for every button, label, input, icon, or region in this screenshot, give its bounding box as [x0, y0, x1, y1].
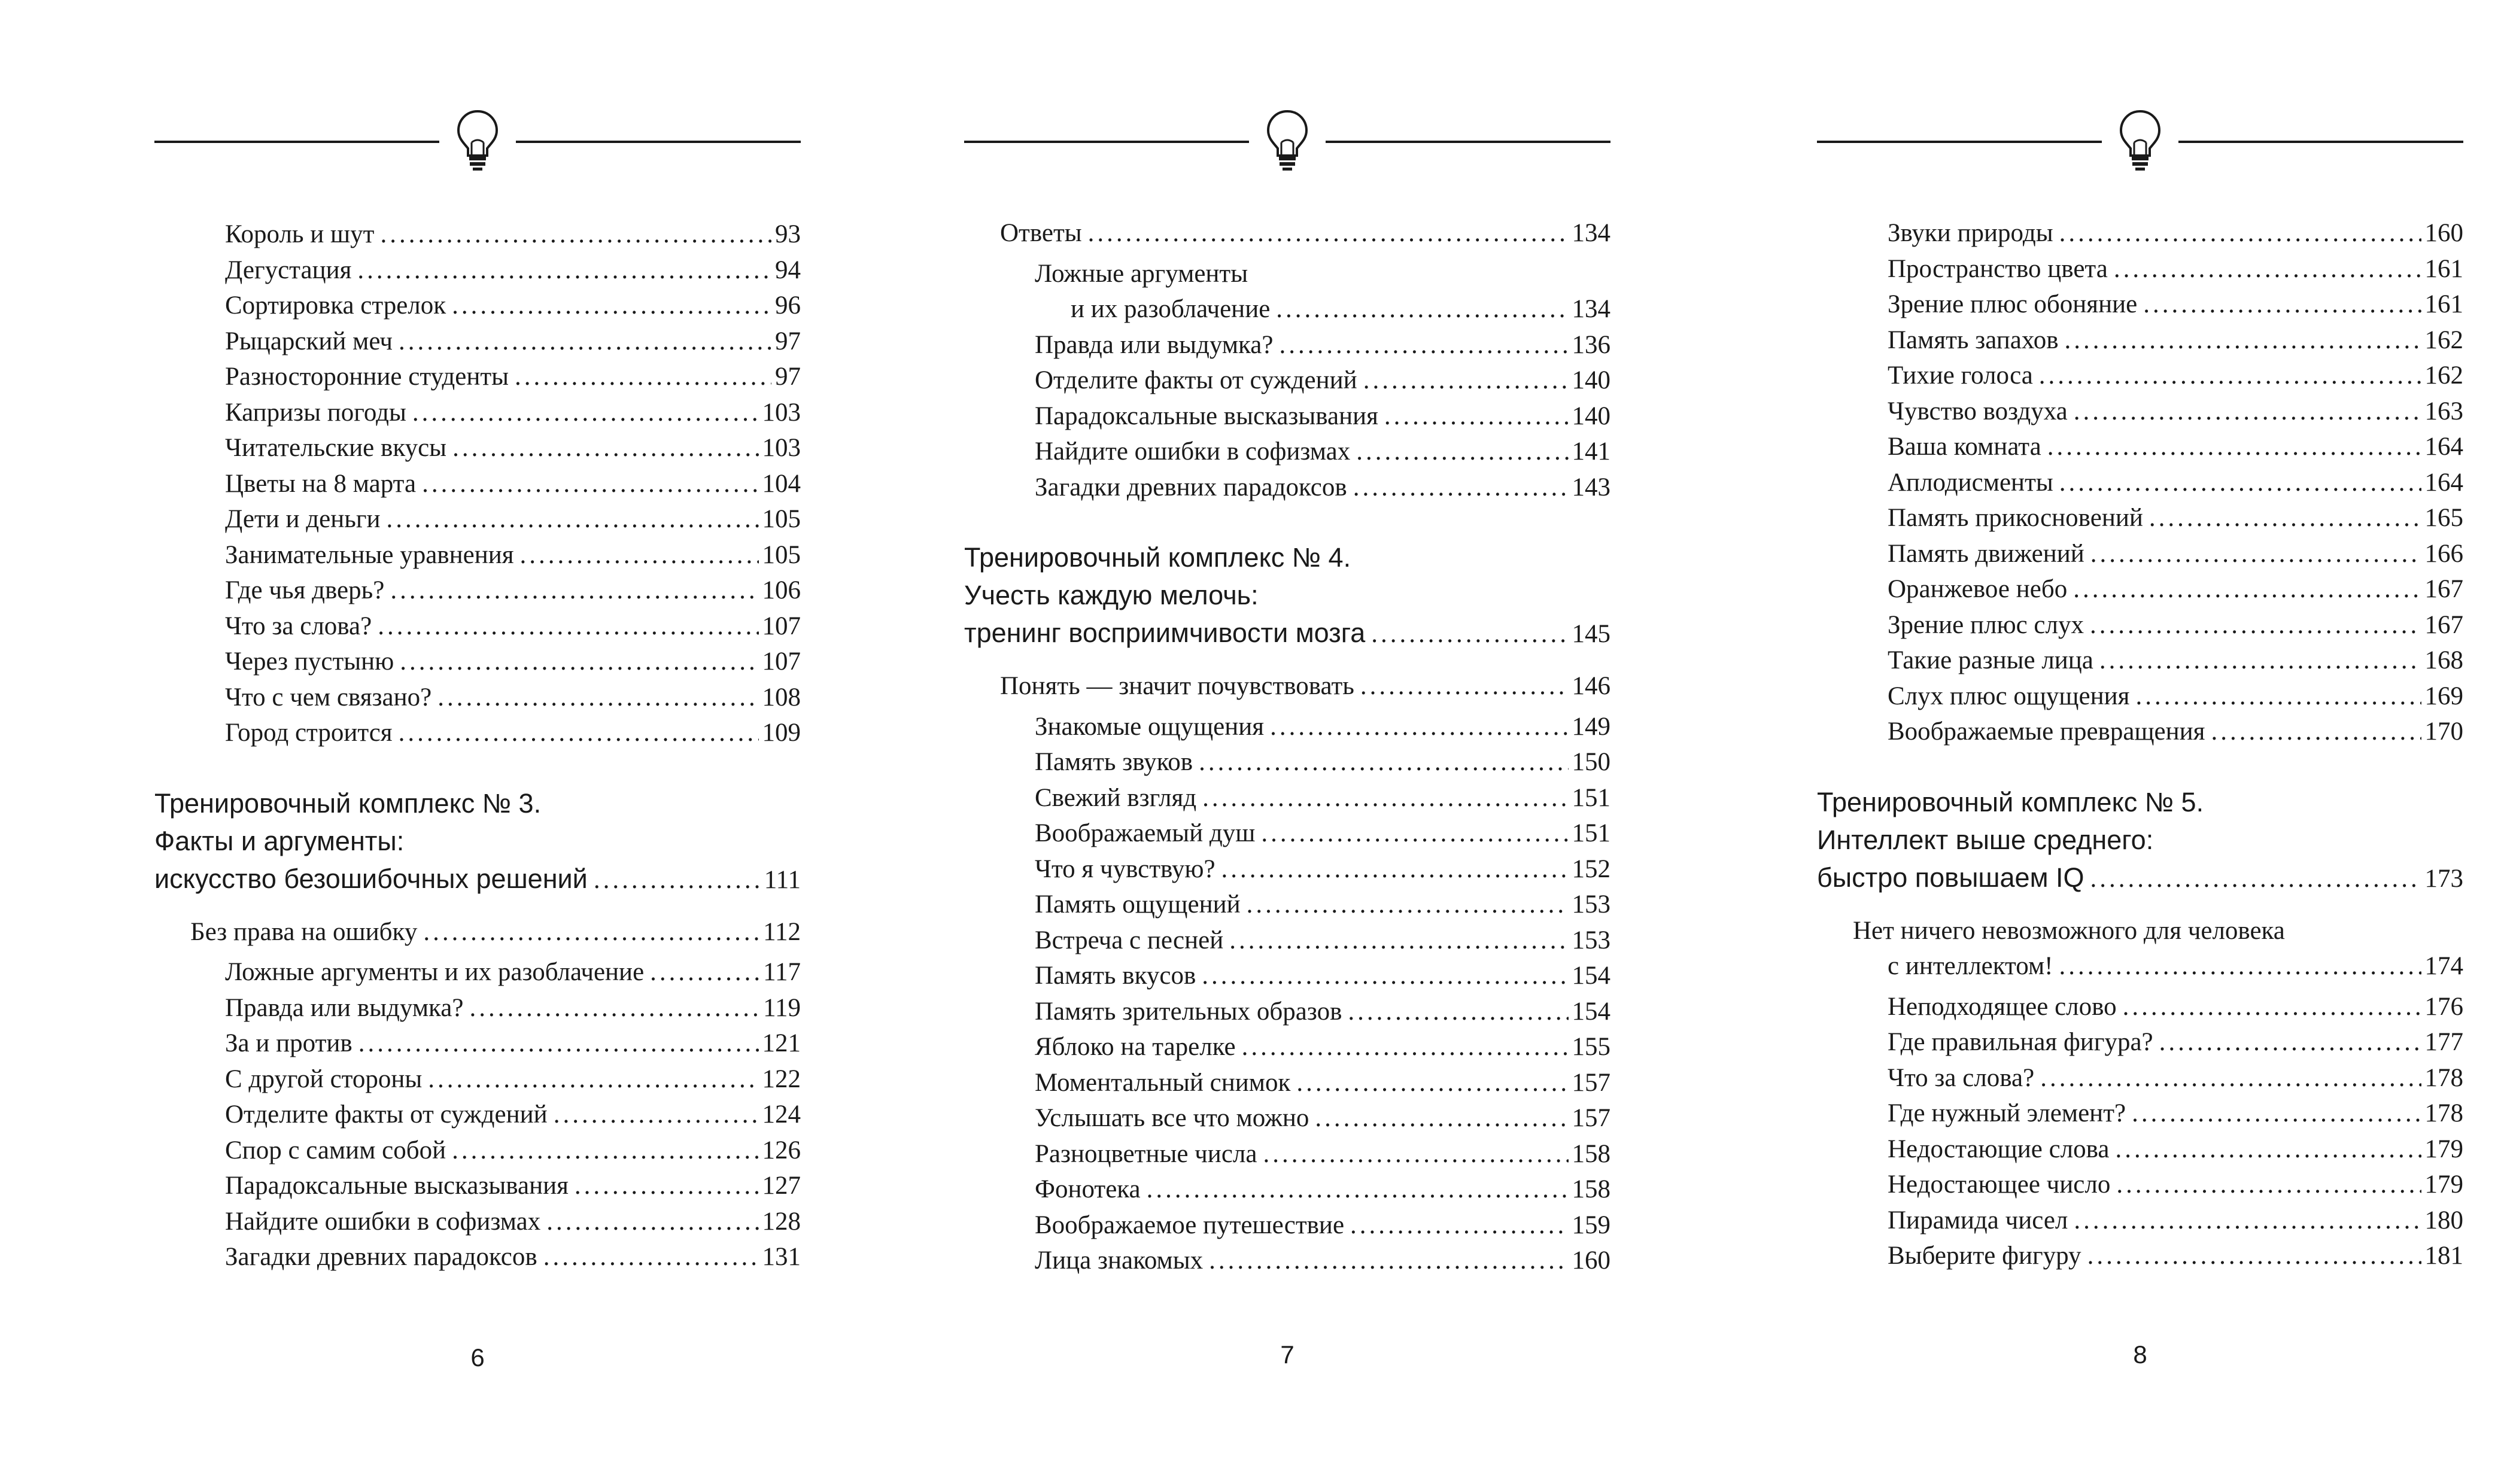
dot-leader	[575, 1168, 759, 1204]
dot-leader	[423, 914, 759, 950]
dot-leader	[650, 954, 759, 990]
toc-entry[interactable]: Память вкусов ..... 154	[964, 958, 1610, 994]
dot-leader	[1088, 215, 1569, 251]
toc-entry[interactable]: тренинг восприимчивости мозга ..... 145	[964, 614, 1610, 653]
toc-entry[interactable]: Правда или выдумка? ..... 119	[154, 990, 801, 1026]
dot-leader	[2135, 679, 2421, 714]
dot-leader	[2040, 1060, 2421, 1096]
page-header	[964, 108, 1610, 180]
dot-leader	[1247, 887, 1569, 923]
toc-entry[interactable]: Встреча с песней ..... 153	[964, 923, 1610, 959]
toc-entry[interactable]: и их разоблачение ..... 134	[964, 291, 1610, 327]
toc-entry[interactable]: Выберите фигуру ..... 181	[1817, 1238, 2463, 1274]
toc-entry[interactable]: Чувство воздуха ..... 163	[1817, 394, 2463, 430]
toc-entry[interactable]: Память прикосновений ..... 165	[1817, 500, 2463, 536]
toc-entry[interactable]: Дегустация ..... 94	[154, 253, 801, 288]
dot-leader	[452, 430, 758, 466]
dot-leader	[1263, 1136, 1568, 1172]
toc-entry[interactable]: Ваша комната ..... 164	[1817, 429, 2463, 465]
dot-leader	[2073, 571, 2421, 607]
toc-entry[interactable]: Парадоксальные высказывания ..... 140	[964, 399, 1610, 434]
toc-entry[interactable]: Что я чувствую? ..... 152	[964, 852, 1610, 887]
dot-leader	[2149, 500, 2421, 536]
toc-entry[interactable]: Спор с самим собой ..... 126	[154, 1133, 801, 1169]
dot-leader	[2143, 287, 2421, 323]
toc-entry[interactable]: Где правильная фигура? ..... 177	[1817, 1024, 2463, 1060]
dot-leader	[452, 288, 771, 324]
toc-entry[interactable]: Найдите ошибки в софизмах ..... 141	[964, 434, 1610, 470]
toc-entry[interactable]: Зрение плюс обоняние ..... 161	[1817, 287, 2463, 323]
toc-entry[interactable]: Память движений ..... 166	[1817, 536, 2463, 572]
lightbulb-icon	[454, 108, 502, 174]
dot-leader	[2099, 643, 2421, 679]
dot-leader	[1209, 1243, 1568, 1279]
toc-entry[interactable]: Недостающее число ..... 179	[1817, 1167, 2463, 1203]
dot-leader	[1348, 994, 1568, 1030]
toc-entry[interactable]: Разноцветные числа ..... 158	[964, 1136, 1610, 1172]
toc-entry[interactable]: Что за слова? ..... 107	[154, 609, 801, 644]
section-heading: Тренировочный комплекс № 4. Учесть каждую мелочь: тренинг восприимчивости мозга ..... 145	[964, 539, 1610, 653]
dot-leader	[437, 680, 758, 716]
dot-leader	[2115, 1132, 2421, 1167]
dot-leader	[428, 1062, 758, 1097]
dot-leader	[554, 1097, 759, 1133]
toc-entry[interactable]: Зрение плюс слух ..... 167	[1817, 607, 2463, 643]
dot-leader	[387, 501, 759, 537]
toc-entry[interactable]: Найдите ошибки в софизмах ..... 128	[154, 1204, 801, 1240]
dot-leader	[1147, 1172, 1569, 1208]
lightbulb-icon	[2116, 108, 2164, 174]
dot-leader	[357, 253, 771, 288]
toc-entry[interactable]: Слух плюс ощущения ..... 169	[1817, 679, 2463, 714]
header-rule-left	[154, 141, 439, 143]
toc-entry[interactable]: Город строится ..... 109	[154, 715, 801, 751]
toc-entry[interactable]: Моментальный снимок ..... 157	[964, 1065, 1610, 1101]
toc-entry[interactable]: Услышать все что можно ..... 157	[964, 1100, 1610, 1136]
toc-entry[interactable]: искусство безошибочных решений ..... 111	[154, 860, 801, 899]
dot-leader	[1371, 615, 1568, 653]
page-number: 6	[470, 1343, 485, 1372]
toc-entry[interactable]: Оранжевое небо ..... 167	[1817, 571, 2463, 607]
toc-entry[interactable]: Рыцарский меч ..... 97	[154, 324, 801, 360]
dot-leader	[2059, 465, 2421, 501]
dot-leader	[400, 644, 758, 680]
toc-entry[interactable]: быстро повышаем IQ ..... 173	[1817, 859, 2463, 898]
toc-subsection[interactable]: Без права на ошибку ..... 112	[154, 914, 801, 950]
dot-leader	[378, 609, 758, 644]
dot-leader	[452, 1133, 758, 1169]
dot-leader	[1202, 958, 1568, 994]
toc-entry[interactable]: Звуки природы ..... 160	[1817, 215, 2463, 251]
dot-leader	[399, 715, 759, 751]
dot-leader	[1363, 363, 1569, 399]
toc-entry[interactable]: Ложные аргументы и их разоблачение ..... 117	[154, 954, 801, 990]
dot-leader	[515, 359, 771, 395]
toc-page-8	[1817, 0, 2463, 1484]
toc-entry[interactable]: Капризы погоды ..... 103	[154, 395, 801, 431]
dot-leader	[380, 217, 771, 253]
dot-leader	[2159, 1024, 2421, 1060]
header-rule-left	[964, 141, 1249, 143]
dot-leader	[1296, 1065, 1568, 1101]
toc-entry[interactable]: Воображаемый душ ..... 151	[964, 816, 1610, 852]
header-rule-right	[1326, 141, 1610, 143]
dot-leader	[2059, 948, 2421, 984]
toc-entry[interactable]: Король и шут ..... 93	[154, 217, 801, 253]
toc-entry[interactable]: Память ощущений ..... 153	[964, 887, 1610, 923]
page-number: 7	[1280, 1340, 1294, 1369]
toc-entry[interactable]: С другой стороны ..... 122	[154, 1062, 801, 1097]
toc-entry[interactable]: Загадки древних парадоксов ..... 131	[154, 1239, 801, 1275]
toc-entry[interactable]: Парадоксальные высказывания ..... 127	[154, 1168, 801, 1204]
dot-leader	[1350, 1208, 1568, 1243]
dot-leader	[2074, 1203, 2421, 1239]
toc-entry[interactable]: Что с чем связано? ..... 108	[154, 680, 801, 716]
dot-leader	[2090, 860, 2421, 898]
toc-entry[interactable]: Фонотека ..... 158	[964, 1172, 1610, 1208]
dot-leader	[1199, 744, 1568, 780]
toc-list	[154, 217, 801, 1275]
dot-leader	[469, 990, 759, 1026]
toc-entry[interactable]: Сортировка стрелок ..... 96	[154, 288, 801, 324]
toc-subsection[interactable]: Понять — значит почувствовать ..... 146	[964, 668, 1610, 704]
dot-leader	[2123, 989, 2421, 1025]
dot-leader	[546, 1204, 758, 1240]
dot-leader	[2090, 607, 2421, 643]
toc-subsection[interactable]: с интеллектом! ..... 174	[1817, 948, 2463, 984]
page-header	[1817, 108, 2463, 180]
dot-leader	[2059, 215, 2421, 251]
toc-entry[interactable]: Яблоко на тарелке ..... 155	[964, 1029, 1610, 1065]
dot-leader	[2211, 714, 2421, 750]
toc-entry[interactable]: Где нужный элемент? ..... 178	[1817, 1096, 2463, 1132]
header-rule-left	[1817, 141, 2102, 143]
dot-leader	[1221, 852, 1569, 887]
dot-leader	[358, 1026, 759, 1062]
toc-entry[interactable]: Пирамида чисел ..... 180	[1817, 1203, 2463, 1239]
dot-leader	[2065, 323, 2421, 358]
dot-leader	[422, 466, 758, 502]
toc-entry[interactable]: Неподходящее слово ..... 176	[1817, 989, 2463, 1025]
toc-entry[interactable]: Что за слова? ..... 178	[1817, 1060, 2463, 1096]
header-rule-right	[516, 141, 801, 143]
toc-entry[interactable]: Загадки древних парадоксов ..... 143	[964, 470, 1610, 506]
toc-page-7	[964, 0, 1610, 1484]
dot-leader	[399, 324, 771, 360]
toc-entry[interactable]: Память звуков ..... 150	[964, 744, 1610, 780]
toc-entry[interactable]: Разносторонние студенты ..... 97	[154, 359, 801, 395]
lightbulb-icon	[1263, 108, 1311, 174]
toc-entry[interactable]: Свежий взгляд ..... 151	[964, 780, 1610, 816]
dot-leader	[594, 861, 761, 899]
toc-list: Ответы ..... 134 Ложные аргументы и их разоблачение ..... 134 Правда или выдумка? ..... 136 Отделите факты от суждений ..... 140 Парадоксальные высказывания ..... 140 Найдите ошибки в софизмах ..... 141 Загадки древних парадоксов ..... 143 Тренировочный комплекс № 4. Учесть каждую мелочь: тренинг восприимчивости мозга ..... 145 Понять — значит почувствовать ..... 146 Знакомые ощущения ..... 149 Память звуков ..... 150 Свежий взгляд ..... 151 Воображаемый душ ..... 151 Что я чувствую? ..... 152 Память ощущений ..... 153 Встреча с песней ..... 153 Память вкусов ..... 154 Память зрительных образов ..... 154 Яблоко на тарелке ..... 155 Моментальный снимок ..... 157 Услышать все что можно ..... 157 Разноцветные числа ..... 158 Фонотека ..... 158 Воображаемое путешествие ..... 159 Лица знакомых ..... 160	[964, 215, 1610, 1279]
toc-entry[interactable]: Правда или выдумка? ..... 136	[964, 327, 1610, 363]
toc-entry[interactable]: Пространство цвета ..... 161	[1817, 251, 2463, 287]
dot-leader	[1202, 780, 1568, 816]
dot-leader	[1353, 470, 1569, 506]
dot-leader	[1315, 1100, 1568, 1136]
dot-leader	[2087, 1238, 2421, 1274]
toc-entry-answers[interactable]: Ответы ..... 134	[964, 215, 1610, 251]
dot-leader	[1229, 923, 1568, 959]
toc-entry[interactable]: Память запахов ..... 162	[1817, 323, 2463, 358]
dot-leader	[2090, 536, 2421, 572]
toc-entry[interactable]: Воображаемое путешествие ..... 159	[964, 1208, 1610, 1243]
dot-leader	[2047, 429, 2421, 465]
toc-entry[interactable]: За и против ..... 121	[154, 1026, 801, 1062]
dot-leader	[390, 573, 758, 609]
dot-leader	[2116, 1167, 2421, 1203]
toc-entry[interactable]: Лица знакомых ..... 160	[964, 1243, 1610, 1279]
dot-leader	[1360, 668, 1569, 704]
toc-entry[interactable]: Воображаемые превращения ..... 170	[1817, 714, 2463, 750]
dot-leader	[1270, 709, 1568, 745]
dot-leader	[1242, 1029, 1569, 1065]
dot-leader	[1261, 816, 1568, 852]
page-header	[154, 108, 801, 180]
toc-entry[interactable]: Тихие голоса ..... 162	[1817, 358, 2463, 394]
toc-entry[interactable]: Где чья дверь? ..... 106	[154, 573, 801, 609]
section-heading: Тренировочный комплекс № 5. Интеллект выше среднего: быстро повышаем IQ ..... 173	[1817, 783, 2463, 898]
toc-entry[interactable]: Отделите факты от суждений ..... 124	[154, 1097, 801, 1133]
toc-entry[interactable]: Отделите факты от суждений ..... 140	[964, 363, 1610, 399]
dot-leader	[2039, 358, 2421, 394]
dot-leader	[1384, 399, 1569, 434]
dot-leader	[2132, 1096, 2421, 1132]
dot-leader	[412, 395, 759, 431]
toc-entry[interactable]: Читательские вкусы ..... 103	[154, 430, 801, 466]
section-heading: Тренировочный комплекс № 3. Факты и аргументы: искусство безошибочных решений ..... 111	[154, 784, 801, 899]
toc-entry[interactable]: Недостающие слова ..... 179	[1817, 1132, 2463, 1167]
dot-leader	[1279, 327, 1568, 363]
toc-entry[interactable]: Дети и деньги ..... 105	[154, 501, 801, 537]
header-rule-right	[2178, 141, 2463, 143]
toc-entry[interactable]: Аплодисменты ..... 164	[1817, 465, 2463, 501]
toc-list: Звуки природы ..... 160 Пространство цвета ..... 161 Зрение плюс обоняние ..... 161 Память запахов ..... 162 Тихие голоса ..... 162 Чувство воздуха ..... 163 Ваша комната ..... 164 Аплодисменты ..... 164 Память прикосновений ..... 165 Память движений ..... 166 Оранжевое небо ..... 167 Зрение плюс слух ..... 167 Такие разные лица ..... 168 Слух плюс ощущения ..... 169 Воображаемые превращения ..... 170 Тренировочный комплекс № 5. Интеллект выше среднего: быстро повышаем IQ ..... 173 Нет ничего невозможного для человека с интеллектом! ..... 174 Неподходящее слово ..... 176 Где правильная фигура? ..... 177 Что за слова? ..... 178 Где нужный элемент? ..... 178 Недостающие слова ..... 179 Недостающее число ..... 179 Пирамида чисел ..... 180 Выберите фигуру ..... 181	[1817, 215, 2463, 1274]
page-number: 8	[2133, 1340, 2147, 1369]
toc-entry[interactable]: Цветы на 8 марта ..... 104	[154, 466, 801, 502]
toc-entry[interactable]: Через пустыню ..... 107	[154, 644, 801, 680]
dot-leader	[1276, 291, 1568, 327]
dot-leader	[2114, 251, 2421, 287]
dot-leader	[1356, 434, 1568, 470]
toc-entry[interactable]: Занимательные уравнения ..... 105	[154, 537, 801, 573]
toc-entry[interactable]: Знакомые ощущения ..... 149	[964, 709, 1610, 745]
toc-entry[interactable]: Такие разные лица ..... 168	[1817, 643, 2463, 679]
toc-page-6	[154, 0, 801, 1484]
dot-leader	[543, 1239, 759, 1275]
toc-entry[interactable]: Память зрительных образов ..... 154	[964, 994, 1610, 1030]
dot-leader	[520, 537, 759, 573]
dot-leader	[2074, 394, 2421, 430]
